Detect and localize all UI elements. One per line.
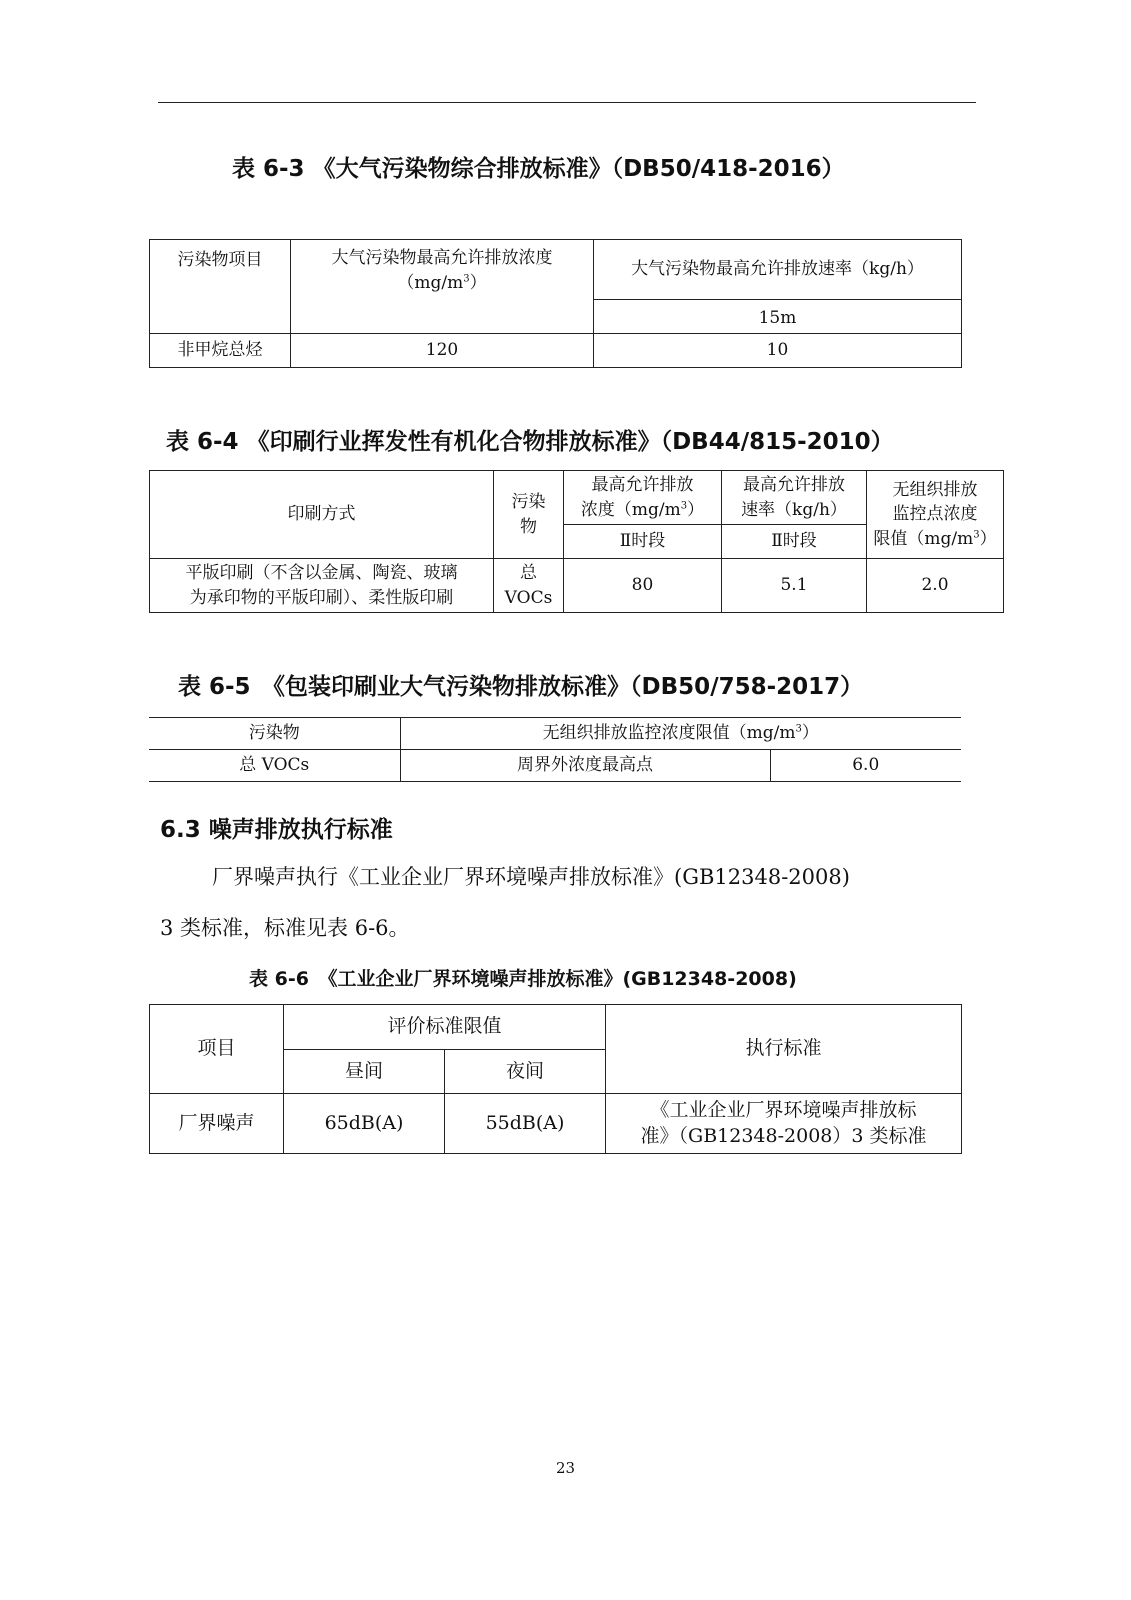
table-6-4-caption: 表 6-4 《印刷行业挥发性有机化合物排放标准》（DB44/815-2010） bbox=[166, 429, 894, 455]
header-pollutant: 污染物项目 bbox=[150, 240, 291, 334]
header-height: 15m bbox=[594, 300, 962, 334]
header-period-concentration: Ⅱ时段 bbox=[564, 525, 722, 559]
header-rule bbox=[158, 102, 976, 103]
header-period-rate: Ⅱ时段 bbox=[722, 525, 867, 559]
header-limits: 评价标准限值 bbox=[284, 1005, 606, 1050]
header-pollutant: 污染物 bbox=[149, 718, 400, 750]
cell-method: 平版印刷（不含以金属、陶瓷、玻璃 为承印物的平版印刷）、柔性版印刷 bbox=[150, 559, 494, 613]
paragraph-line-1: 厂界噪声执行《工业企业厂界环境噪声排放标准》(GB12348-2008) bbox=[212, 865, 850, 889]
cell-concentration: 80 bbox=[564, 559, 722, 613]
cell-pollutant: 总 VOCs bbox=[494, 559, 564, 613]
cell-day: 65dB(A) bbox=[284, 1094, 445, 1154]
table-6-5-caption: 表 6-5 《包装印刷业大气污染物排放标准》（DB50/758-2017） bbox=[178, 674, 864, 700]
header-concentration: 大气污染物最高允许排放浓度 $(mg/m^3)$ bbox=[291, 240, 594, 334]
table-6-6 bbox=[149, 1004, 962, 1154]
table-6-4 bbox=[149, 470, 1004, 613]
cell-location: 周界外浓度最高点 bbox=[400, 750, 770, 782]
header-day: 昼间 bbox=[284, 1050, 445, 1094]
cell-concentration: 120 bbox=[291, 334, 594, 368]
cell-standard: 《工业企业厂界环境噪声排放标 准》（GB12348-2008）3 类标准 bbox=[606, 1094, 962, 1154]
page-number: 23 bbox=[555, 1459, 576, 1477]
header-limit: 无组织排放监控浓度限值$(mg/m^3)$ bbox=[400, 718, 961, 750]
header-pollutant: 污染 物 bbox=[494, 471, 564, 559]
cell-pollutant: 非甲烷总烃 bbox=[150, 334, 291, 368]
section-heading: 6.3 噪声排放执行标准 bbox=[160, 817, 393, 843]
cell-value: 6.0 bbox=[770, 750, 961, 782]
header-item: 项目 bbox=[150, 1005, 284, 1094]
table-6-5 bbox=[149, 717, 961, 782]
paragraph-line-2: 3 类标准，标准见表 6-6。 bbox=[160, 916, 410, 940]
table-row bbox=[149, 750, 961, 782]
cell-item: 厂界噪声 bbox=[150, 1094, 284, 1154]
cell-pollutant: 总 VOCs bbox=[149, 750, 400, 782]
header-method: 印刷方式 bbox=[150, 471, 494, 559]
header-rate: 最高允许排放 速率（kg/h） bbox=[722, 471, 867, 525]
cell-rate: 5.1 bbox=[722, 559, 867, 613]
header-standard: 执行标准 bbox=[606, 1005, 962, 1094]
header-concentration: 最高允许排放 浓度$(mg/m^3)$ bbox=[564, 471, 722, 525]
table-6-3-caption: 表 6-3 《大气污染物综合排放标准》（DB50/418-2016） bbox=[232, 156, 845, 182]
table-row bbox=[150, 1094, 962, 1154]
table-6-3 bbox=[149, 239, 962, 368]
table-6-6-caption: 表 6-6 《工业企业厂界环境噪声排放标准》(GB12348-2008) bbox=[249, 968, 797, 990]
table-row bbox=[150, 559, 1004, 613]
cell-night: 55dB(A) bbox=[445, 1094, 606, 1154]
header-rate: 大气污染物最高允许排放速率（kg/h） bbox=[594, 240, 962, 300]
cell-fugitive: 2.0 bbox=[867, 559, 1004, 613]
header-night: 夜间 bbox=[445, 1050, 606, 1094]
header-fugitive: 无组织排放 监控点浓度 限值$(mg/m^3)$ bbox=[867, 471, 1004, 559]
table-row bbox=[150, 334, 962, 368]
cell-rate: 10 bbox=[594, 334, 962, 368]
